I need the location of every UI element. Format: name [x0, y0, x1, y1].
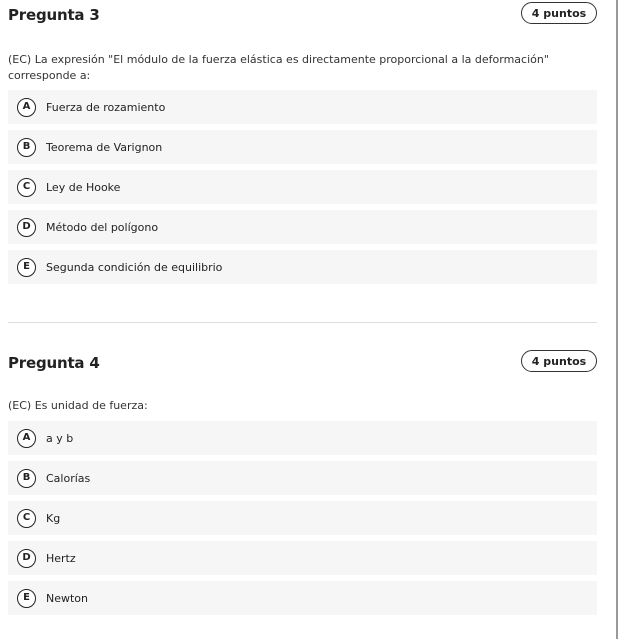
question-divider — [8, 322, 597, 323]
option-label: Fuerza de rozamiento — [46, 100, 166, 114]
option-label: Calorías — [46, 471, 91, 485]
option-label: Segunda condición de equilibrio — [46, 260, 223, 274]
points-badge: 4 puntos — [521, 350, 597, 372]
option-d[interactable] — [8, 541, 597, 575]
question-header — [8, 350, 597, 378]
answer-options — [8, 421, 597, 615]
option-e[interactable] — [8, 250, 597, 284]
option-b[interactable] — [8, 130, 597, 164]
option-label: Ley de Hooke — [46, 180, 121, 194]
question-4 — [8, 350, 597, 621]
option-letter-badge: B — [17, 469, 36, 488]
question-3 — [8, 2, 597, 290]
points-badge: 4 puntos — [521, 2, 597, 24]
option-letter-badge: B — [17, 138, 36, 157]
option-c[interactable] — [8, 501, 597, 535]
option-d[interactable] — [8, 210, 597, 244]
option-label: a y b — [46, 431, 74, 445]
option-e[interactable] — [8, 581, 597, 615]
option-letter-badge: D — [17, 218, 36, 237]
question-header — [8, 2, 597, 30]
option-b[interactable] — [8, 461, 597, 495]
question-text: (EC) Es unidad de fuerza: — [8, 399, 148, 412]
option-label: Newton — [46, 591, 89, 605]
option-label: Kg — [46, 511, 61, 525]
option-letter-badge: C — [17, 178, 36, 197]
option-label: Teorema de Varignon — [46, 140, 163, 154]
option-letter-badge: E — [17, 589, 36, 608]
option-label: Hertz — [46, 551, 76, 565]
answer-options — [8, 90, 597, 284]
option-c[interactable] — [8, 170, 597, 204]
option-a[interactable] — [8, 421, 597, 455]
option-letter-badge: A — [17, 98, 36, 117]
option-label: Método del polígono — [46, 220, 159, 234]
option-letter-badge: D — [17, 549, 36, 568]
question-text: (EC) La expresión "El módulo de la fuerza elástica es directamente proporcional a la deformación" corresponde a: — [8, 53, 549, 82]
option-letter-badge: E — [17, 258, 36, 277]
question-title: Pregunta 3 — [8, 6, 100, 24]
option-letter-badge: C — [17, 509, 36, 528]
option-a[interactable] — [8, 90, 597, 124]
question-title: Pregunta 4 — [8, 354, 100, 372]
option-letter-badge: A — [17, 429, 36, 448]
